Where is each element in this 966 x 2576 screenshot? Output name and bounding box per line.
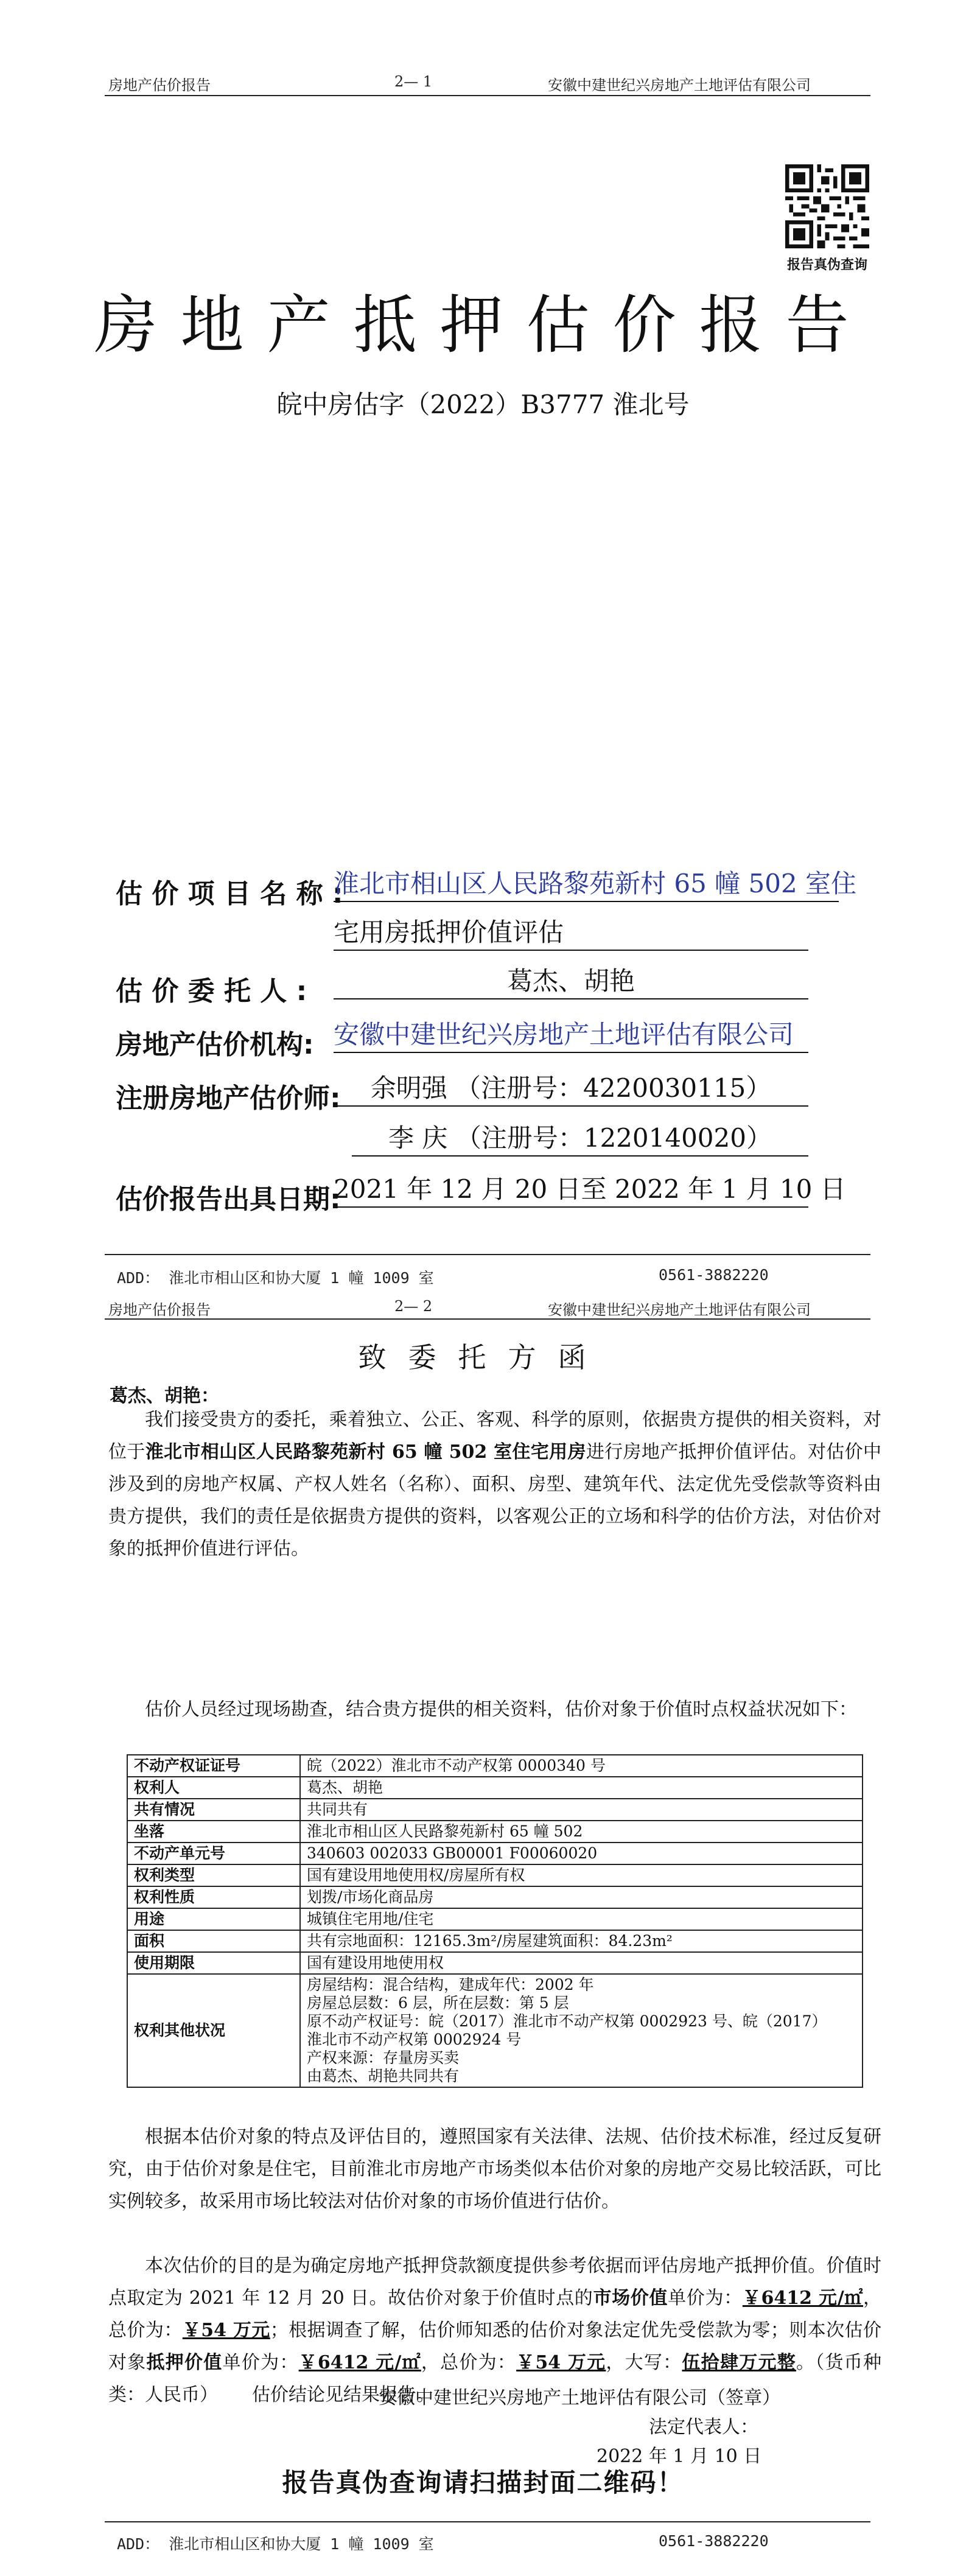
para1-property: 淮北市相山区人民路黎苑新村 65 幢 502 室住宅用房 [145, 1441, 586, 1463]
letter-title: 致委托方函 [358, 1341, 608, 1374]
para4-text-m: ，大写： [606, 2352, 682, 2373]
para4-text-i: 单价为： [222, 2352, 299, 2373]
agency-value: 安徽中建世纪兴房地产土地评估有限公司 [334, 1018, 808, 1053]
header-rule-p2 [105, 1318, 870, 1320]
header-page-p1: 2— 1 [394, 73, 433, 90]
other-status-line: 房屋总层数：6 层，所在层数：第 5 层 [307, 1994, 569, 2012]
qr-caption: 报告真伪查询 [786, 257, 867, 273]
appraiser-value-line2: 李 庆 （注册号：1220140020） [352, 1121, 808, 1157]
table-row [127, 1821, 863, 1843]
footer-phone-p2: 0561-3882220 [659, 2532, 769, 2550]
letter-paragraph-3 [108, 2121, 881, 2217]
para1-text-a: 我们接受贵方的委托，乘着独立、公正、客观、科学的原则，依据贵方提供的相关资料，对位于 [108, 1409, 881, 1463]
table-row [127, 1755, 863, 1777]
rights-table [127, 1754, 863, 2088]
footer-rule-p2 [105, 2521, 870, 2522]
table-value: 皖（2022）淮北市不动产权第 0000340 号 [300, 1755, 863, 1777]
footer-phone-p1: 0561-3882220 [659, 1266, 769, 1284]
para4-text-e: ，总价为： [108, 2287, 882, 2341]
other-status-line: 淮北市不动产权第 0002924 号 [307, 2031, 522, 2048]
table-row [127, 1930, 863, 1952]
table-value: 城镇住宅用地/住宅 [300, 1908, 863, 1930]
market-total-price: ￥54 万元 [182, 2320, 270, 2341]
para4-text-p: 估价结论见结果报告。 [252, 2384, 435, 2406]
other-status-line: 产权来源：存量房买卖 [307, 2049, 460, 2067]
market-value-label: 市场价值 [593, 2287, 668, 2309]
para4-text-o: 。（货币种类：人民币） [108, 2352, 882, 2406]
para3-text: 根据本估价对象的特点及评估目的，遵照国家有关法律、法规、估价技术标准，经过反复研究，由于估价对象是住宅，目前淮北市房地产市场类似本估价对象的房地产交易比较活跃，可比实例较多，故采用市场比较法对估价对象的市场价值进行估价。 [108, 2126, 881, 2212]
footer-address-p2: ADD： 淮北市相山区和协大厦 1 幢 1009 室 [117, 2535, 434, 2553]
agency-label: 房地产估价机构: [116, 1029, 314, 1060]
header-rule-p1 [105, 95, 870, 96]
mortgage-unit-price: ￥6412 元/㎡ [298, 2352, 421, 2373]
table-row [127, 1886, 863, 1908]
table-value: 国有建设用地使用权 [300, 1952, 863, 1974]
issue-date-label: 估价报告出具日期: [116, 1184, 341, 1215]
table-value: 共有宗地面积：12165.3m²/房屋建筑面积：84.23m² [300, 1930, 863, 1952]
table-value: 葛杰、胡艳 [300, 1777, 863, 1799]
appraiser-label: 注册房地产估价师: [116, 1083, 341, 1114]
para4-text-k: ，总价为： [421, 2352, 517, 2373]
para1-text-c: 进行房地产抵押价值评估。对估价中涉及到的房地产权属、产权人姓名（名称）、面积、房型、建筑年代、法定优先受偿款等资料由贵方提供，我们的责任是依据贵方提供的资料，以客观公正的立场和科学的估价方法，对估价对象的抵押价值进行评估。 [108, 1441, 882, 1559]
table-key: 面积 [127, 1930, 300, 1952]
table-row [127, 1799, 863, 1821]
mortgage-total-price: ￥54 万元 [516, 2352, 606, 2373]
project-name-value-line2: 宅用房抵押价值评估 [334, 915, 808, 951]
table-key: 权利人 [127, 1777, 300, 1799]
header-right-p2: 安徽中建世纪兴房地产土地评估有限公司 [548, 1301, 811, 1318]
appraiser-value: 余明强 （注册号：4220030115） [334, 1071, 808, 1107]
company-signature: 安徽中建世纪兴房地产土地评估有限公司（签章） [379, 2387, 780, 2409]
para4-text-g: ；根据调查了解，估价师知悉的估价对象法定优先受偿款为零；则本次估价对象 [108, 2320, 882, 2373]
table-row [127, 1843, 863, 1864]
header-left-p2: 房地产估价报告 [108, 1301, 211, 1318]
client-label: 估 价 委 托 人 : [116, 976, 307, 1007]
table-key: 共有情况 [127, 1799, 300, 1821]
table-value [300, 1974, 863, 2087]
project-name-value: 淮北市相山区人民路黎苑新村 65 幢 502 室住 [334, 867, 839, 902]
table-row [127, 1777, 863, 1799]
mortgage-value-label: 抵押价值 [146, 2352, 223, 2373]
footer-address-p1: ADD： 淮北市相山区和协大厦 1 幢 1009 室 [117, 1269, 434, 1287]
table-row [127, 1974, 863, 2087]
letter-addressee: 葛杰、胡艳： [110, 1385, 219, 1407]
other-status-line: 原不动产权证号：皖（2017）淮北市不动产权第 0002923 号、皖（2017） [307, 2012, 827, 2030]
market-unit-price: ￥6412 元/㎡ [742, 2287, 864, 2309]
mortgage-amount-words: 伍拾肆万元整 [682, 2352, 796, 2373]
table-row [127, 1908, 863, 1930]
letter-paragraph-1 [108, 1404, 881, 1565]
table-key: 权利类型 [127, 1864, 300, 1886]
letter-paragraph-2 [108, 1693, 881, 1726]
header-left-p1: 房地产估价报告 [108, 77, 211, 94]
issue-date-value: 2021 年 12 月 20 日至 2022 年 1 月 10 日 [334, 1172, 808, 1208]
other-status-line: 由葛杰、胡艳共同共有 [307, 2067, 460, 2085]
table-key: 不动产权证证号 [127, 1755, 300, 1777]
table-value: 划拨/市场化商品房 [300, 1886, 863, 1908]
letter-date-visible: 2022 年 1 月 10 日 [597, 2446, 762, 2467]
table-key: 用途 [127, 1908, 300, 1930]
document-number: 皖中房估字（2022）B3777 淮北号 [276, 390, 690, 419]
para2-text: 估价人员经过现场勘查，结合贵方提供的相关资料，估价对象于价值时点权益状况如下： [145, 1699, 857, 1720]
table-value: 共同共有 [300, 1799, 863, 1821]
qr-code-icon [785, 164, 869, 248]
table-key: 不动产单元号 [127, 1843, 300, 1864]
table-value: 淮北市相山区人民路黎苑新村 65 幢 502 [300, 1821, 863, 1843]
report-title: 房地产抵押估价报告 [94, 288, 872, 362]
header-page-p2: 2— 2 [394, 1298, 433, 1315]
client-value: 葛杰、胡艳 [334, 964, 808, 999]
footer-rule-p1 [105, 1254, 870, 1255]
table-value: 340603 002033 GB00001 F00060020 [300, 1843, 863, 1864]
para4-text-a: 本次估价的目的是为确定房地产抵押贷款额度提供参考依据而评估房地产抵押价值。价值时点取定为 2021 年 12 月 20 日。故估价对象于价值时点的 [108, 2255, 881, 2309]
para4-text-c: 单价为： [668, 2287, 743, 2309]
table-key: 坐落 [127, 1821, 300, 1843]
table-row [127, 1952, 863, 1974]
other-status-line: 房屋结构：混合结构，建成年代：2002 年 [307, 1976, 594, 1993]
verify-notice: 报告真伪查询请扫描封面二维码！ [282, 2468, 684, 2497]
table-key: 权利其他状况 [127, 1974, 300, 2087]
legal-representative: 法定代表人： [649, 2417, 758, 2438]
project-name-label: 估 价 项 目 名 称 : [116, 878, 343, 909]
table-value: 国有建设用地使用权/房屋所有权 [300, 1864, 863, 1886]
table-row [127, 1864, 863, 1886]
table-key: 使用期限 [127, 1952, 300, 1974]
header-right-p1: 安徽中建世纪兴房地产土地评估有限公司 [548, 77, 811, 94]
table-key: 权利性质 [127, 1886, 300, 1908]
